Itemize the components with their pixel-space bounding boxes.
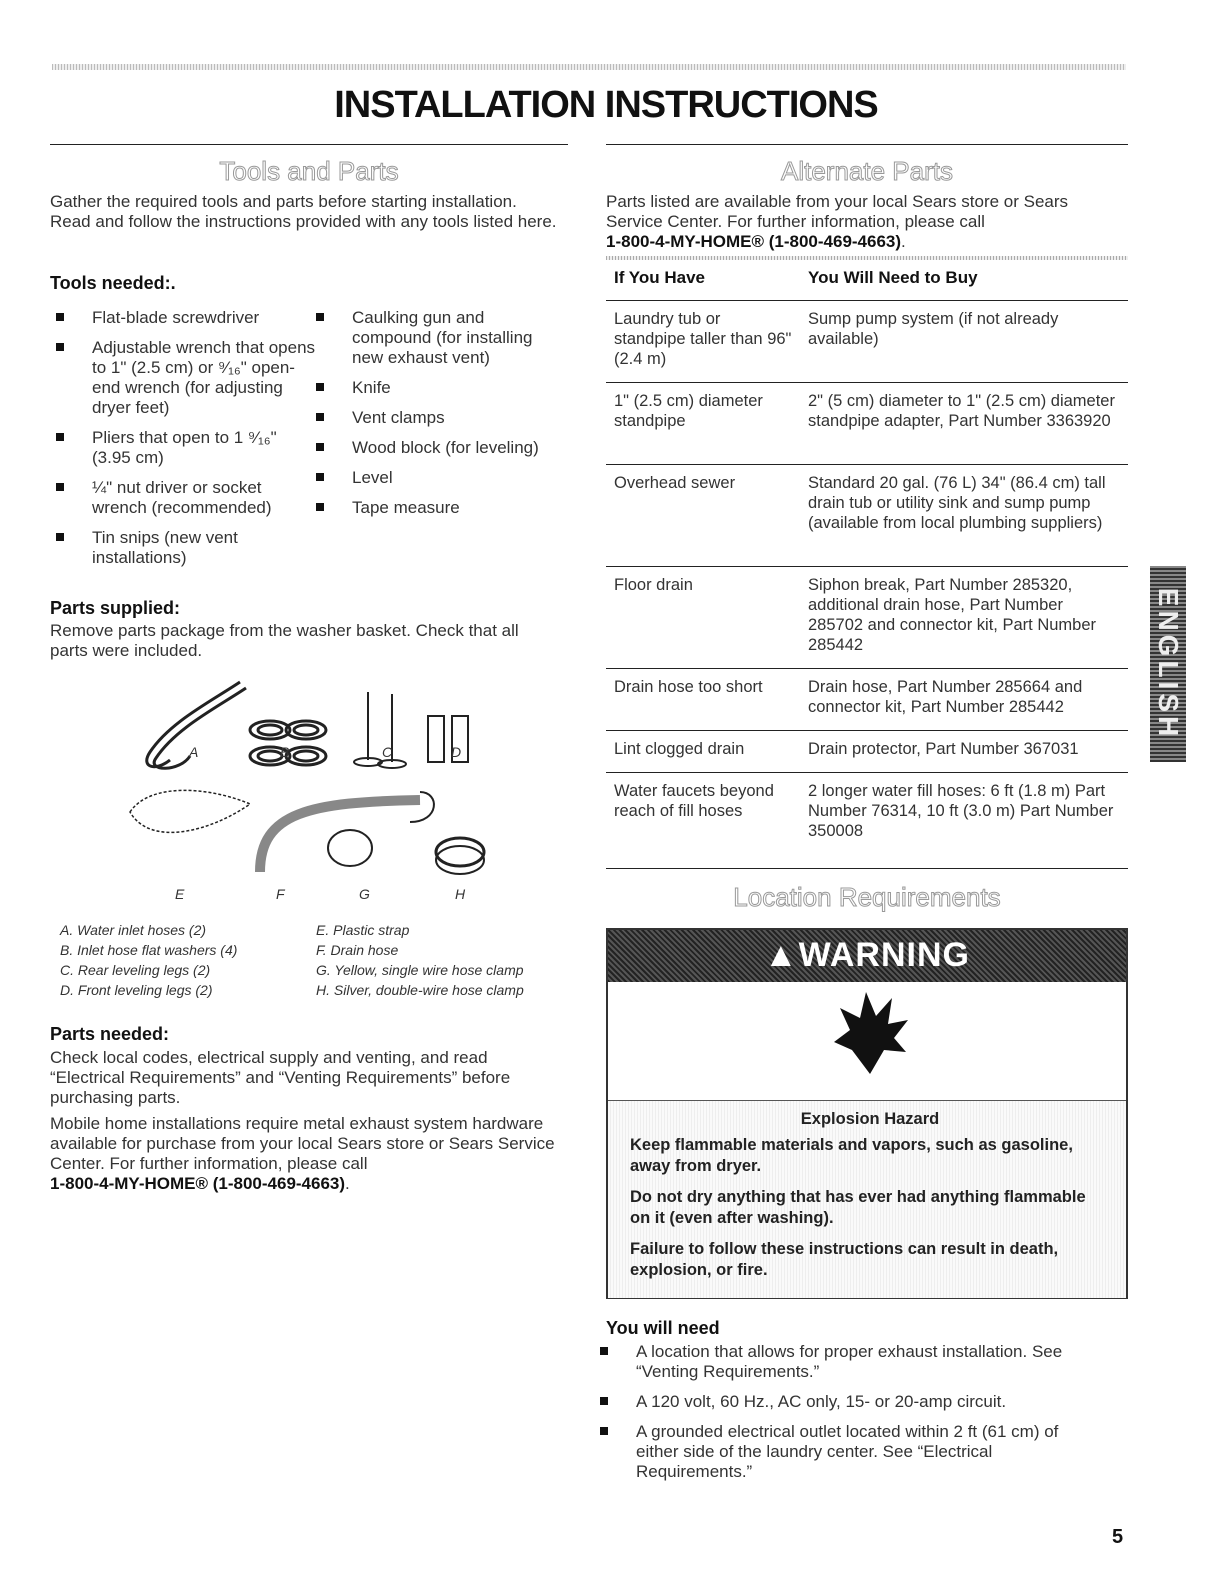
table-top-band [606,256,1128,260]
caption: E. Plastic strap [316,922,410,938]
list-item: Level [310,468,566,488]
table-cell: Drain hose, Part Number 285664 and connector kit, Part Number 285442 [800,669,1128,731]
list-item: A 120 volt, 60 Hz., AC only, 15- or 20-amp circuit. [594,1392,1094,1412]
table-cell: Drain hose too short [606,669,800,731]
column-header: If You Have [614,268,706,287]
warning-header [608,930,1126,982]
caption: F. Drain hose [316,942,399,958]
list-item: Tape measure [310,498,566,518]
tools-list-col1 [50,308,318,578]
caption: G. Yellow, single wire hose clamp [316,962,524,978]
figure-label: H [455,886,466,902]
list-item: Caulking gun and compound (for installing new exhaust vent) [310,308,566,368]
list-item: Knife [310,378,566,398]
alternate-intro [606,192,1124,252]
alternate-parts-table [606,262,1128,869]
column-header: You Will Need to Buy [808,268,978,287]
figure-label: A [189,744,199,760]
caption: B. Inlet hose flat washers (4) [60,942,238,958]
caption: D. Front leveling legs (2) [60,982,213,998]
table-cell: Drain protector, Part Number 367031 [800,731,1128,773]
list-item: Adjustable wrench that opens to 1" (2.5 cm) or ⁹⁄₁₆" open-end wrench (for adjusting dryer feet) [50,338,318,418]
list-item: Pliers that open to 1 ⁹⁄₁₆" (3.95 cm) [50,428,318,468]
warning-text: Do not dry anything that has ever had anything flammable on it (even after washing). [630,1188,1086,1227]
table-cell: 2 longer water fill hoses: 6 ft (1.8 m) Part Number 76314, 10 ft (3.0 m) Part Number 350008 [800,773,1128,869]
warning-text: Failure to follow these instructions can result in death, explosion, or fire. [630,1240,1059,1279]
list-item: Vent clamps [310,408,566,428]
phone-number: 1-800-4-MY-HOME® (1-800-469-4663) [606,232,902,251]
figure-label: B [280,744,290,760]
table-cell: 1" (2.5 cm) diameter standpipe [606,383,800,465]
table-cell: Sump pump system (if not already available) [800,301,1128,383]
table-row [606,383,1128,465]
warning-text: Keep flammable materials and vapors, such as gasoline, away from dryer. [630,1136,1073,1175]
warning-title [608,936,1126,975]
explosion-icon [830,990,910,1074]
page-title: INSTALLATION INSTRUCTIONS [334,84,878,126]
caption: A. Water inlet hoses (2) [60,922,207,938]
parts-needed-text-1: Check local codes, electrical supply and venting, and read “Electrical Requirements” and “Venting Requirements” before purchasing parts. [50,1048,511,1107]
table-header-row [606,262,1128,301]
parts-illustration [110,672,570,904]
table-row [606,567,1128,669]
parts-supplied-heading: Parts supplied: [50,598,181,618]
caption: C. Rear leveling legs (2) [60,962,211,978]
section-rule [50,144,568,145]
table-row [606,669,1128,731]
phone-number: 1-800-4-MY-HOME® (1-800-469-4663) [50,1174,346,1193]
you-will-need-list [594,1342,1094,1492]
language-side-label: ENGLISH [1153,587,1184,741]
warning-label: WARNING [798,936,970,974]
alternate-section-title: Alternate Parts [781,156,953,186]
caption: H. Silver, double-wire hose clamp [316,982,524,998]
table-cell: Floor drain [606,567,800,669]
phone-end: . [901,232,906,251]
list-item: Flat-blade screwdriver [50,308,318,328]
figure-captions-col2 [316,920,524,1000]
table-row [606,301,1128,383]
figure-label: G [359,886,370,902]
table-cell: Laundry tub or standpipe taller than 96" (2.4 m) [606,301,800,383]
page-number: 5 [1112,1526,1124,1548]
table-row [606,465,1128,567]
section-rule [606,144,1128,145]
location-section-title: Location Requirements [733,882,1001,912]
list-item: A grounded electrical outlet located within 2 ft (61 cm) of either side of the laundry center. See “Electrical Requirements.” [594,1422,1094,1482]
list-item: Tin snips (new vent installations) [50,528,318,568]
list-item: Wood block (for leveling) [310,438,566,458]
you-will-need-heading: You will need [606,1318,720,1338]
table-cell: Water faucets beyond reach of fill hoses [606,773,800,869]
table-cell: Lint clogged drain [606,731,800,773]
figure-label: C [382,744,393,760]
figure-label: D [451,744,462,760]
warning-triangle-icon: ▲ [764,936,799,974]
table-cell: 2" (5 cm) diameter to 1" (2.5 cm) diameter standpipe adapter, Part Number 3363920 [800,383,1128,465]
parts-supplied-text: Remove parts package from the washer basket. Check that all parts were included. [50,621,519,660]
warning-box [606,928,1128,1299]
tools-intro: Gather the required tools and parts before starting installation. Read and follow the instructions provided with any tools listed here. [50,192,557,231]
tools-needed-heading: Tools needed:. [50,273,176,293]
parts-needed-text-2 [50,1114,570,1194]
figure-label: E [175,886,185,902]
figure-label: F [276,886,285,902]
parts-needed-body: Mobile home installations require metal exhaust system hardware available for purchase from your local Sears store or Sears Service Center. For further information, please call [50,1114,555,1173]
table-cell: Overhead sewer [606,465,800,567]
list-item: ¼" nut driver or socket wrench (recommended) [50,478,318,518]
figure-captions-col1 [60,920,237,1000]
phone-end: . [345,1174,350,1193]
table-row [606,773,1128,869]
table-cell: Siphon break, Part Number 285320, additional drain hose, Part Number 285702 and connector kit, Part Number 285442 [800,567,1128,669]
list-item: A location that allows for proper exhaust installation. See “Venting Requirements.” [594,1342,1094,1382]
parts-needed-heading: Parts needed: [50,1024,170,1044]
tools-list-col2 [310,308,566,528]
table-cell: Standard 20 gal. (76 L) 34" (86.4 cm) tall drain tub or utility sink and sump pump (available from local plumbing suppliers) [800,465,1128,567]
table-row [606,731,1128,773]
warning-body [608,1100,1126,1298]
top-band [52,64,1126,70]
alternate-intro-body: Parts listed are available from your local Sears store or Sears Service Center. For further information, please call [606,192,1069,231]
hazard-title: Explosion Hazard [800,1110,940,1128]
tools-section-title: Tools and Parts [219,156,399,186]
